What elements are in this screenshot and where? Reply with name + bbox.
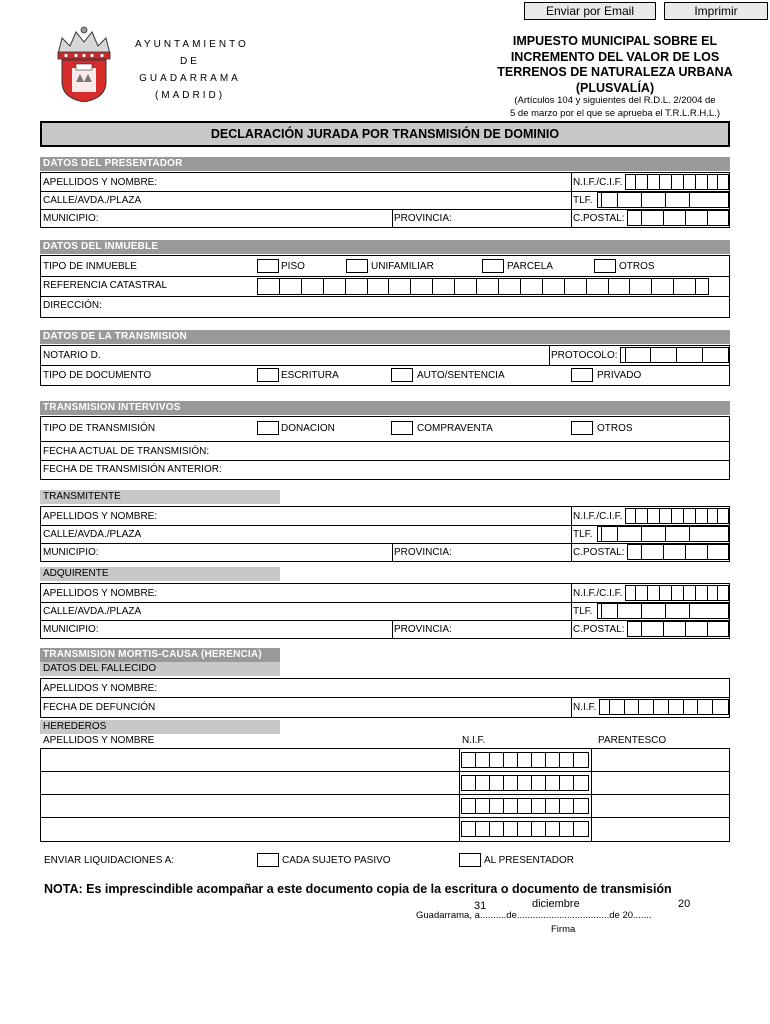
herederos-heading: HEREDEROS bbox=[40, 720, 280, 734]
inmueble-tipo-label: TIPO DE INMUEBLE bbox=[43, 261, 137, 272]
enviar-liquidaciones-label: ENVIAR LIQUIDACIONES A: bbox=[44, 855, 175, 866]
privado-label: PRIVADO bbox=[597, 370, 642, 381]
send-email-button[interactable]: Enviar por Email bbox=[524, 2, 656, 20]
adquirente-municipio-label: MUNICIPIO: bbox=[43, 624, 99, 635]
transmitente-apellidos-label: APELLIDOS Y NOMBRE: bbox=[43, 511, 158, 522]
fecha-dia-value[interactable]: 31 bbox=[474, 900, 487, 912]
al-presentador-checkbox[interactable] bbox=[459, 853, 481, 867]
presentador-cpostal-input[interactable] bbox=[627, 210, 729, 226]
privado-checkbox[interactable] bbox=[571, 368, 593, 382]
auto-sentencia-label: AUTO/SENTENCIA bbox=[417, 370, 505, 381]
otros-transmision-checkbox[interactable] bbox=[571, 421, 593, 435]
referencia-catastral-input[interactable] bbox=[257, 278, 709, 295]
fallecido-heading: DATOS DEL FALLECIDO bbox=[40, 662, 280, 676]
adquirente-apellidos-label: APELLIDOS Y NOMBRE: bbox=[43, 588, 158, 599]
fecha-anterior-label: FECHA DE TRANSMISIÓN ANTERIOR: bbox=[43, 464, 222, 475]
heredero-2-nif-input[interactable] bbox=[461, 775, 589, 791]
herederos-nif-column: N.I.F. bbox=[462, 735, 486, 746]
adquirente-calle-label: CALLE/AVDA./PLAZA bbox=[43, 606, 142, 617]
auto-sentencia-checkbox[interactable] bbox=[391, 368, 413, 382]
intervivos-box bbox=[40, 416, 730, 480]
direccion-label: DIRECCIÓN: bbox=[43, 300, 102, 311]
transmitente-cpostal-label: C.POSTAL: bbox=[573, 547, 625, 558]
transmitente-box bbox=[40, 506, 730, 562]
heredero-4-nif-input[interactable] bbox=[461, 821, 589, 837]
transmision-box bbox=[40, 345, 730, 386]
transmitente-cpostal-input[interactable] bbox=[627, 544, 729, 560]
compraventa-checkbox[interactable] bbox=[391, 421, 413, 435]
adquirente-provincia-label: PROVINCIA: bbox=[394, 624, 452, 635]
transmitente-tlf-input[interactable] bbox=[597, 526, 729, 542]
inmueble-box bbox=[40, 255, 730, 318]
adquirente-nif-input[interactable] bbox=[625, 585, 729, 601]
form-subtitle: (Artículos 104 y siguientes del R.D.L. 2/2004 de 5 de marzo por el que se aprueba el T.R.L.R.H.L.) bbox=[510, 95, 720, 119]
escritura-checkbox[interactable] bbox=[257, 368, 279, 382]
donacion-label: DONACION bbox=[281, 423, 335, 434]
presentador-tlf-label: TLF. bbox=[573, 195, 593, 206]
transmitente-municipio-label: MUNICIPIO: bbox=[43, 547, 99, 558]
parcela-checkbox[interactable] bbox=[482, 259, 504, 273]
presentador-cpostal-label: C.POSTAL: bbox=[573, 213, 625, 224]
fallecido-nif-label: N.I.F. bbox=[573, 702, 597, 713]
lugar-fecha-line: Guadarrama, a..........de...................................de 20....... bbox=[416, 910, 652, 921]
section-mortis-causa-heading: TRANSMISION MORTIS-CAUSA (HERENCIA) bbox=[40, 648, 280, 662]
fallecido-box bbox=[40, 678, 730, 718]
adquirente-cpostal-input[interactable] bbox=[627, 621, 729, 637]
section-intervivos-heading: TRANSMISION INTERVIVOS bbox=[40, 401, 730, 415]
presentador-calle-label: CALLE/AVDA./PLAZA bbox=[43, 195, 142, 206]
compraventa-label: COMPRAVENTA bbox=[417, 423, 493, 434]
transmitente-calle-label: CALLE/AVDA./PLAZA bbox=[43, 529, 142, 540]
transmitente-nif-label: N.I.F./C.I.F. bbox=[573, 511, 623, 522]
presentador-apellidos-label: APELLIDOS Y NOMBRE: bbox=[43, 177, 158, 188]
tipo-transmision-label: TIPO DE TRANSMISIÓN bbox=[43, 423, 156, 434]
transmitente-tlf-label: TLF. bbox=[573, 529, 593, 540]
herederos-table bbox=[40, 748, 730, 842]
presentador-nif-input[interactable] bbox=[625, 174, 729, 190]
print-button[interactable]: Imprimir bbox=[664, 2, 768, 20]
fecha-actual-label: FECHA ACTUAL DE TRANSMISIÓN: bbox=[43, 446, 210, 457]
fallecido-apellidos-label: APELLIDOS Y NOMBRE: bbox=[43, 683, 158, 694]
section-transmision-heading: DATOS DE LA TRANSMISION bbox=[40, 330, 730, 344]
adquirente-tlf-input[interactable] bbox=[597, 603, 729, 619]
heredero-3-nif-input[interactable] bbox=[461, 798, 589, 814]
piso-checkbox[interactable] bbox=[257, 259, 279, 273]
fecha-mes-value[interactable]: diciembre bbox=[532, 898, 580, 910]
adquirente-nif-label: N.I.F./C.I.F. bbox=[573, 588, 623, 599]
cada-sujeto-pasivo-label: CADA SUJETO PASIVO bbox=[282, 855, 391, 866]
transmitente-nif-input[interactable] bbox=[625, 508, 729, 524]
section-inmueble-heading: DATOS DEL INMUEBLE bbox=[40, 240, 730, 254]
presentador-municipio-label: MUNICIPIO: bbox=[43, 213, 99, 224]
presentador-nif-label: N.I.F./C.I.F. bbox=[573, 177, 623, 188]
herederos-apellidos-column: APELLIDOS Y NOMBRE bbox=[43, 735, 155, 746]
adquirente-tlf-label: TLF. bbox=[573, 606, 593, 617]
donacion-checkbox[interactable] bbox=[257, 421, 279, 435]
nota-text: NOTA: Es imprescindible acompañar a este documento copia de la escritura o documento de transmisión bbox=[44, 882, 672, 896]
notario-label: NOTARIO D. bbox=[43, 350, 101, 361]
escritura-label: ESCRITURA bbox=[281, 370, 339, 381]
municipality-name: AYUNTAMIENTO DE GUADARRAMA (MADRID) bbox=[135, 39, 249, 101]
otros-transmision-label: OTROS bbox=[597, 423, 633, 434]
herederos-parentesco-column: PARENTESCO bbox=[598, 735, 667, 746]
unifamiliar-checkbox[interactable] bbox=[346, 259, 368, 273]
unifamiliar-label: UNIFAMILIAR bbox=[371, 261, 434, 272]
tipo-documento-label: TIPO DE DOCUMENTO bbox=[43, 370, 152, 381]
piso-label: PISO bbox=[281, 261, 305, 272]
protocolo-input[interactable] bbox=[620, 347, 729, 363]
presentador-box bbox=[40, 172, 730, 228]
fecha-anio-value[interactable]: 20 bbox=[678, 898, 691, 910]
declaration-banner: DECLARACIÓN JURADA POR TRANSMISIÓN DE DOMINIO bbox=[40, 121, 730, 147]
section-presentador-heading: DATOS DEL PRESENTADOR bbox=[40, 157, 730, 171]
adquirente-box bbox=[40, 583, 730, 639]
presentador-tlf-input[interactable] bbox=[597, 192, 729, 208]
protocolo-label: PROTOCOLO: bbox=[551, 350, 618, 361]
fallecido-nif-input[interactable] bbox=[599, 699, 729, 715]
adquirente-cpostal-label: C.POSTAL: bbox=[573, 624, 625, 635]
transmitente-provincia-label: PROVINCIA: bbox=[394, 547, 452, 558]
cada-sujeto-pasivo-checkbox[interactable] bbox=[257, 853, 279, 867]
al-presentador-label: AL PRESENTADOR bbox=[484, 855, 575, 866]
form-title: IMPUESTO MUNICIPAL SOBRE EL INCREMENTO DEL VALOR DE LOS TERRENOS DE NATURALEZA URBANA (PLUSVALÍA) bbox=[497, 34, 733, 95]
firma-label: Firma bbox=[551, 924, 576, 935]
transmitente-heading: TRANSMITENTE bbox=[40, 490, 280, 504]
presentador-provincia-label: PROVINCIA: bbox=[394, 213, 452, 224]
coat-of-arms-logo bbox=[52, 24, 116, 102]
parcela-label: PARCELA bbox=[507, 261, 553, 272]
heredero-1-nif-input[interactable] bbox=[461, 752, 589, 768]
otros-inmueble-label: OTROS bbox=[619, 261, 655, 272]
adquirente-heading: ADQUIRENTE bbox=[40, 567, 280, 581]
otros-inmueble-checkbox[interactable] bbox=[594, 259, 616, 273]
referencia-catastral-label: REFERENCIA CATASTRAL bbox=[43, 280, 168, 291]
fecha-defuncion-label: FECHA DE DEFUNCIÓN bbox=[43, 702, 156, 713]
